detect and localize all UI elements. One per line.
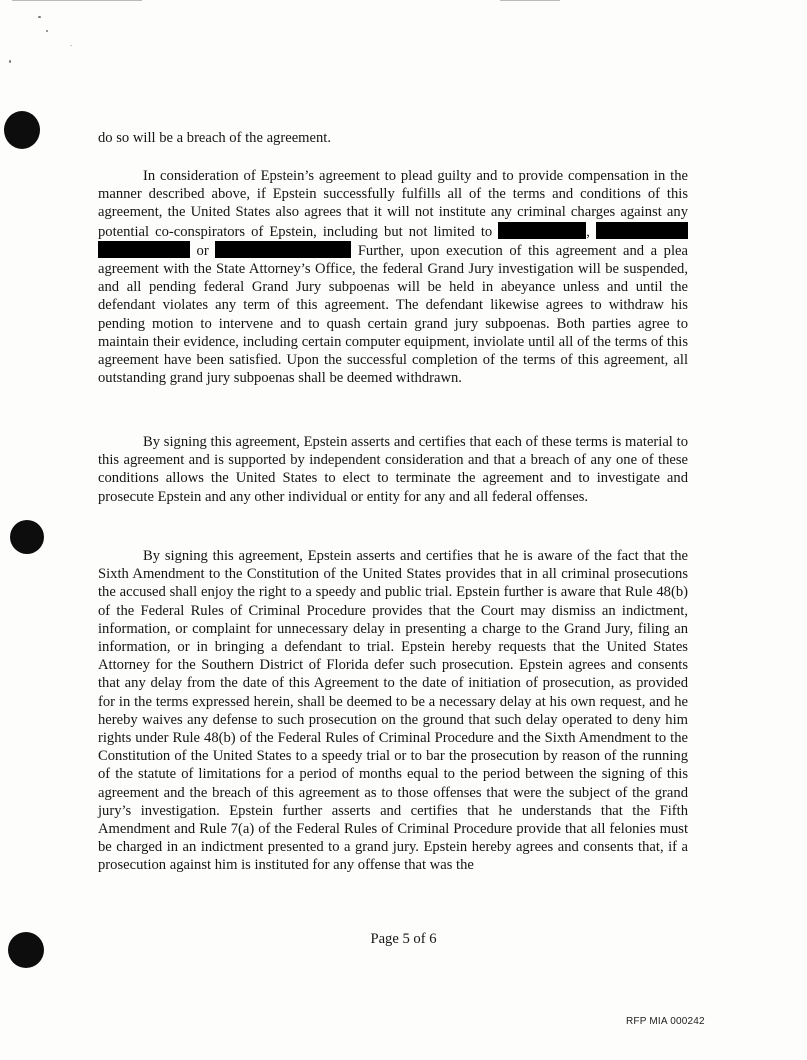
paragraph-text: By signing this agreement, Epstein asserts and certifies that each of these terms is material to this agreement and is supported by independent consideration and that a breach of any one of these conditions allows the United States to elect to terminate the agreement and to investigate and prosecute Epstein and any other individual or entity for any and all federal offenses. [98, 434, 688, 505]
bates-number: RFP MIA 000242 [626, 1016, 705, 1027]
redaction-box [215, 241, 351, 258]
scan-edge-mark [500, 0, 560, 1]
scan-speck [9, 60, 11, 63]
paragraph-co-conspirators [98, 167, 688, 387]
opening-line: do so will be a breach of the agreement. [98, 130, 332, 146]
paragraph-text: By signing this agreement, Epstein asserts and certifies that he is aware of the fact that the Sixth Amendment to the Constitution of the United States provides that in all criminal prosecutions the accused shall enjoy the right to a speedy and public trial. Epstein further is aware that Rule 48(b) of the Federal Rules of Criminal Procedure provides that the Court may dismiss an indictment, information, or complaint for unnecessary delay in presenting a charge to the Grand Jury, filing an information, or in bringing a defendant to trial. Epstein hereby requests that the United States Attorney for the Southern District of Florida defer such prosecution. Epstein agrees and consents that any delay from the date of this Agreement to the date of initiation of prosecution, as provided for in the terms expressed herein, shall be deemed to be a necessary delay at his own request, and he hereby waives any defense to such prosecution on the ground that such delay operated to deny him rights under Rule 48(b) of the Federal Rules of Criminal Procedure and the Sixth Amendment to the Constitution of the United States to a speedy trial or to bar the prosecution by reason of the running of the statute of limitations for a period of months equal to the period between the signing of this agreement and the breach of this agreement as to those offenses that were the subject of the grand jury’s investigation. Epstein further asserts and certifies that he understands that the Fifth Amendment and Rule 7(a) of the Federal Rules of Criminal Procedure provide that all felonies must be charged in an indictment presented to a grand jury. Epstein hereby agrees and consents that, if a prosecution against him is instituted for any offense that was the [98, 548, 688, 874]
punch-hole-middle [10, 520, 44, 554]
paragraph-material-terms [98, 433, 688, 506]
scan-speck [46, 30, 48, 32]
paragraph-text: Further, upon execution of this agreement and a plea agreement with the State Attorney’s Office, the federal Grand Jury investigation will be suspended, and all pending federal Grand Jury subpoenas will be held in abeyance unless and until the defendant violates any term of this agreement. The defendant likewise agrees to withdraw his pending motion to intervene and to quash certain grand jury subpoenas. Both parties agree to maintain their evidence, including certain computer equipment, inviolate until all of the terms of this agreement have been satisfied. Upon the successful completion of the terms of this agreement, all outstanding grand jury subpoenas shall be deemed withdrawn. [98, 242, 688, 387]
paragraph-text: In consideration of Epstein’s agreement to plead guilty and to provide compensation in the manner described above, if Epstein successfully fulfills all of the terms and conditions of this agreement, the United States also agrees that it will not institute any criminal charges against any potential co-conspirators of Epstein, including but not limited to [98, 168, 688, 240]
paragraph-speedy-trial-waiver [98, 547, 688, 875]
continuation-line [98, 129, 688, 147]
or-text: or [196, 242, 209, 259]
scan-speck [70, 45, 72, 46]
punch-hole-top [4, 111, 40, 149]
comma-text: , [586, 223, 590, 240]
scan-speck [38, 16, 41, 18]
page-number: Page 5 of 6 [370, 931, 437, 947]
redaction-box [498, 222, 586, 239]
redaction-box [98, 241, 190, 258]
redaction-box [596, 222, 688, 239]
scan-edge-mark [12, 0, 142, 1]
